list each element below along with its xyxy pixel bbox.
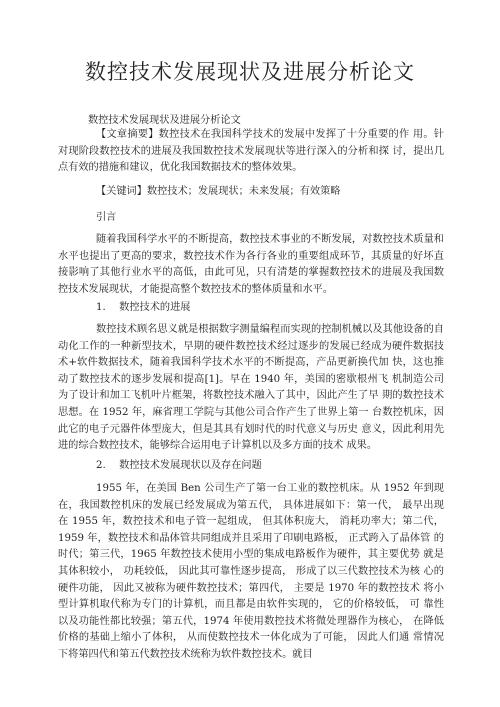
section-2-paragraph: 1955 年，在美国 Ben 公司生产了第一台工业的数控机床。从 1952 年到现在，我国数控机床的发展已经发展成为第五代， 具体进展如下：第一代， 最早出现 在 1955 年，数控技术和电子管一起组成， 但其体积庞大， 消耗功率大；第二代， 1959 年，数控技术和晶体管共同组成并且采用了印刷电路板， 正式跨入了晶体管 的时代；第三代，1965 年数控技术使用小型的集成电路板作为硬件，其主要优势 就是其体积较小， 功耗较低， 因此其可靠性逐步提高， 形成了以三代数控技术为核 心的硬件功能， 因此又被称为硬件数控技术；第四代， 主要是 1970 年的数控技术 将小型计算机取代称为专门的计算机，而且都是由软件实现的， 它的价格较低， 可 靠性以及功能性都比较强；第五代，1974 年使用数控技术将微处理器作为核心， 在降低价格的基础上缩小了体积， 从而使数控技术一体化成为了可能， 因此人们通 常情况下将第四代和第五代数控技术统称为软件数控技术。就目: [58, 483, 444, 660]
keywords-line: 【关键词】数控技术；发展现状；未来发展；有效策略: [96, 186, 341, 197]
document-subtitle: 数控技术发展现状及进展分析论文: [88, 115, 241, 126]
intro-paragraph: 随着我国科学水平的不断提高，数控技术事业的不断发展，对数控技术质量和水平也提出了更高的要求，数控技术作为各行各业的重要组成环节，其质量的好坏直接影响了其他行业水平的高低，由此可见，只有清楚的掌握数控技术的进展及我国数控技术发展现状，才能提高整个数控技术的整体质量和水平。: [58, 234, 444, 295]
document-title: 数控技术发展现状及进展分析论文: [85, 60, 415, 84]
section-1-paragraph: 数控技术顾名思义就是根据数字测量编程而实现的控制机械以及其他设备的自动化工作的一种新型技术，早期的硬件数控技术经过逐步的发展已经成为硬件数据技术+软件数据技术，随着我国科学技术水平的不断提高，产品更新换代加 快，这也推动了数控技术的逐步发展和提高[1]。早在 1940 年，美国的密歇根州飞 机制造公司为了设计和加工飞机叶片框架，将数控技术融入了其中，因此产生了早 期的数控技术思想。在 1952 年，麻省理工学院与其他公司合作产生了世界上第一 台数控机床，因此它的电子元器件体型庞大，但是其具有划时代的时代意义与历史 意义，因此利用先进的综合数控技术，能够综合运用电子计算机以及多方面的技术 成果。: [58, 324, 444, 452]
intro-heading: 引言: [96, 212, 117, 223]
section-1-heading: 1. 数控技术的进展: [96, 302, 191, 313]
abstract-paragraph: 【文章摘要】数控技术在我国科学技术的发展中发挥了十分重要的作 用。针对现阶段数控技术的进展及我国数控技术发展现状等进行深入的分析和探 讨，提出几点有效的措施和建议，优化我国数据技术的整体效果。: [58, 129, 444, 174]
section-2-heading: 2. 数控技术发展现状以及存在问题: [96, 460, 262, 471]
